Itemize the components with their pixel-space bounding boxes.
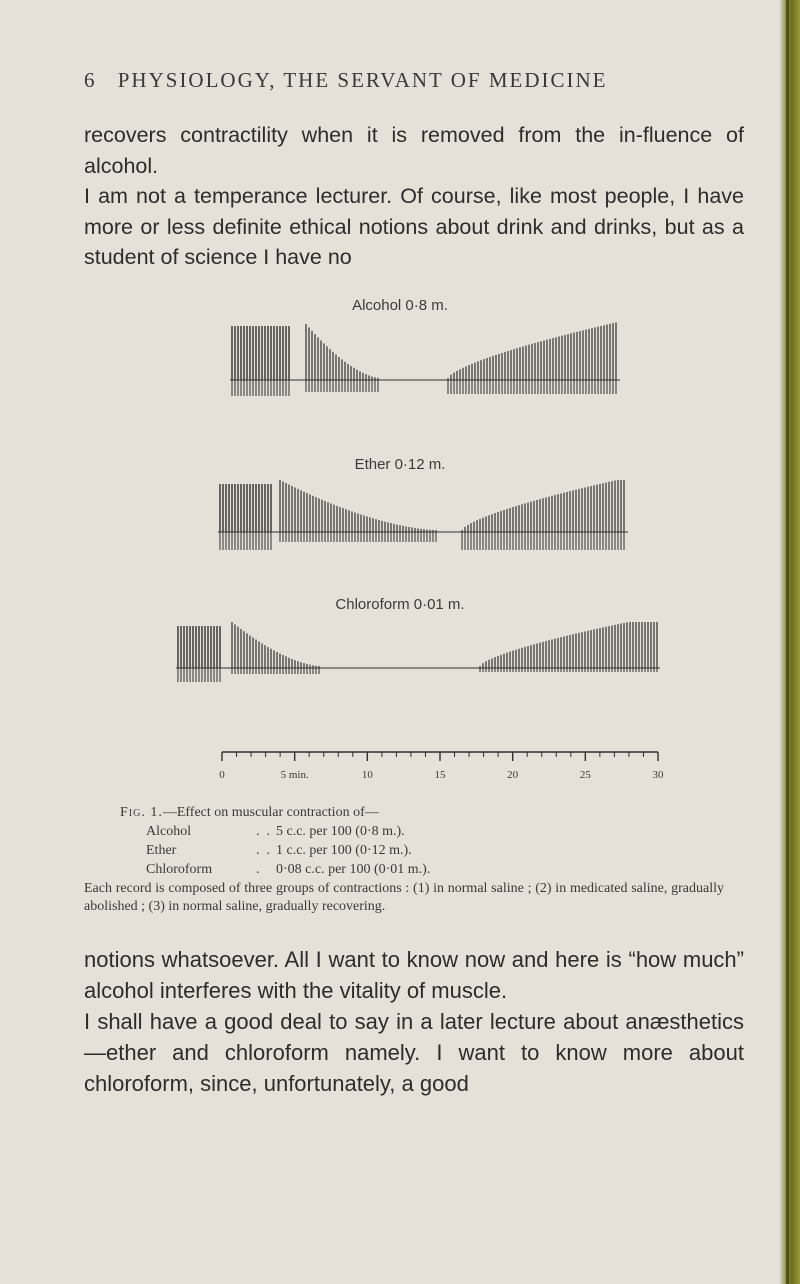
leader-dots: . [256,862,260,877]
caption-row [146,841,430,860]
axis-tick-label: 5 min. [280,769,309,781]
page-number: 6 [84,68,97,92]
leader-dots: . . [256,843,270,858]
figure-label: Fig. 1. [120,805,163,820]
paragraph: recovers contractility when it is removed from the in-fluence of alcohol. [84,123,744,178]
axis-tick-label: 10 [361,769,373,781]
paragraph: I am not a temperance lecturer. Of course, like most people, I have more or less definite ethical notions about drink and drinks, but as a student of science I have no [84,184,744,269]
caption-agent: Ether [146,843,177,858]
caption-dose: 0·08 c.c. per 100 (0·01 m.). [276,862,431,877]
trace-alcohol [0,322,800,402]
caption-note: Each record is composed of three groups of contractions : (1) in normal saline ; (2) in medicated saline, gradually abolished ; (3) in normal saline, gradually recovering. [84,881,724,914]
leader-dots: . . [256,824,270,839]
axis-tick-label: 30 [652,769,664,781]
trace-label-ether: Ether 0·12 m. [354,456,446,473]
caption-table [146,822,430,879]
trace-ether [0,480,800,554]
time-axis [0,740,800,800]
axis-tick-label: 0 [219,769,225,781]
caption-row [146,860,430,879]
paragraph: I shall have a good deal to say in a later lecture about anæsthetics—ether and chloroform namely. I want to know more about chloroform, since, unfortunately, a good [84,1009,744,1096]
caption-dose: 5 c.c. per 100 (0·8 m.). [276,824,405,839]
caption-agent: Alcohol [146,824,192,839]
running-title: PHYSIOLOGY, THE SERVANT OF MEDICINE [117,68,608,92]
running-head [84,68,744,93]
caption-agent: Chloroform [146,862,213,877]
body-text-bottom [84,944,744,1099]
axis-tick-label: 20 [507,769,519,781]
paragraph: notions whatsoever. All I want to know now and here is “how much” alcohol interferes with the vitality of muscle. [84,947,744,1003]
trace-chloroform [0,622,800,690]
body-text-top [84,120,744,273]
trace-label-chloroform: Chloroform 0·01 m. [335,596,465,613]
figure-title: —Effect on muscular contraction of— [162,805,379,820]
figure-caption [120,803,680,822]
caption-dose: 1 c.c. per 100 (0·12 m.). [276,843,412,858]
axis-tick-label: 15 [434,769,446,781]
axis-tick-label: 25 [579,769,591,781]
trace-label-alcohol: Alcohol 0·8 m. [352,297,448,314]
caption-row [146,822,430,841]
